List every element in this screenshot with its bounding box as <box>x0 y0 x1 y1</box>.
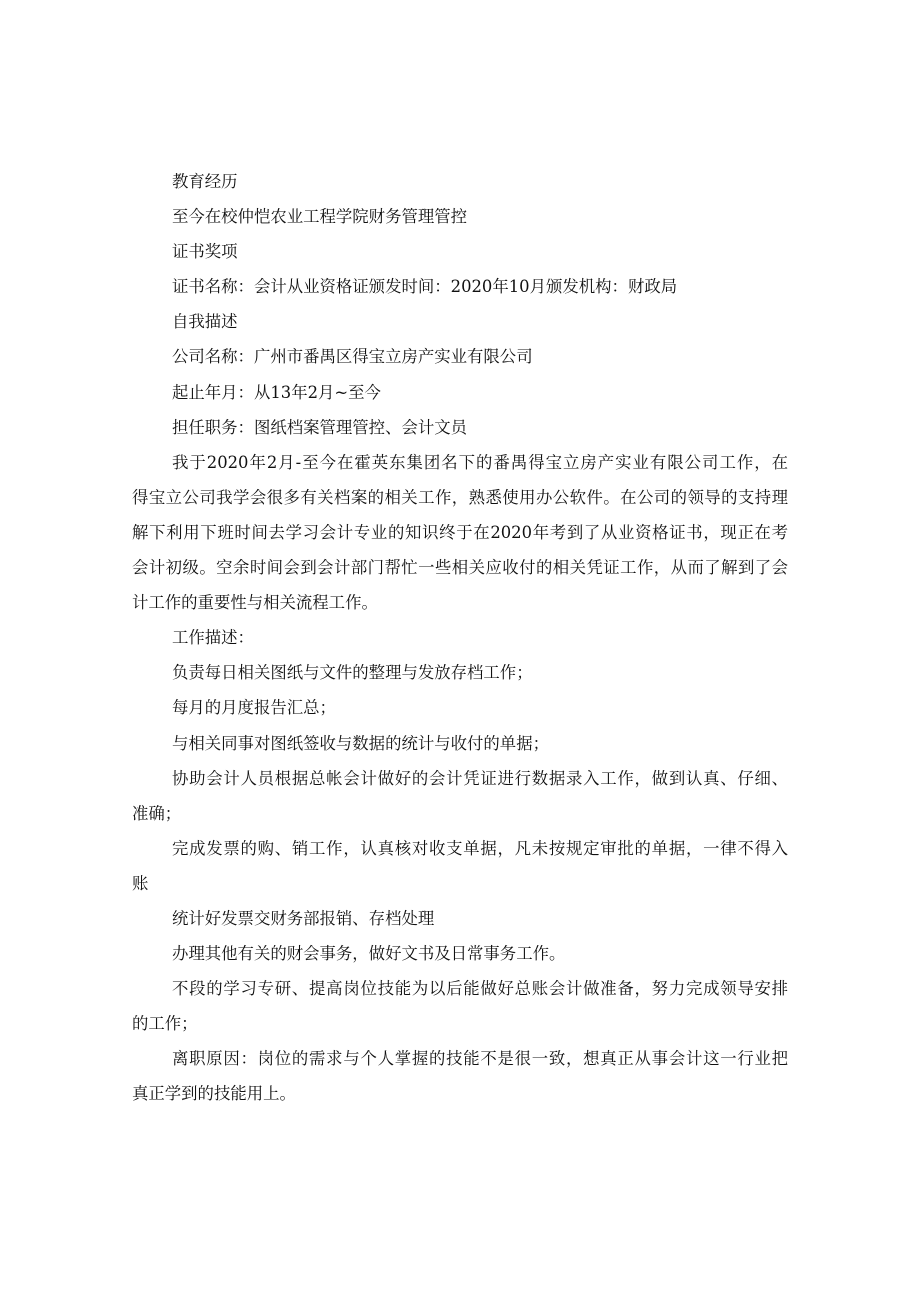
text-line: 我于2020年2月-至今在霍英东集团名下的番禺得宝立房产实业有限公司工作，在 <box>172 452 788 472</box>
paragraph <box>132 234 792 269</box>
paragraph <box>132 690 792 725</box>
text-line: 真正学到的技能用上。 <box>132 1084 296 1104</box>
text-line: 负责每日相关图纸与文件的整理与发放存档工作； <box>172 663 533 683</box>
paragraph <box>132 1041 792 1111</box>
paragraph <box>132 445 792 620</box>
paragraph <box>132 164 792 199</box>
text-line: 解下利用下班时间去学习会计专业的知识终于在2020年考到了从业资格证书，现正在考 <box>132 522 788 542</box>
text-line: 离职原因：岗位的需求与个人掌握的技能不是很一致，想真正从事会计这一行业把 <box>172 1049 788 1069</box>
paragraph <box>132 726 792 761</box>
paragraph <box>132 339 792 374</box>
text-line: 证书名称：会计从业资格证颁发时间：2020年10月颁发机构：财政局 <box>172 277 678 297</box>
paragraph <box>132 199 792 234</box>
text-line: 得宝立公司我学会很多有关档案的相关工作，熟悉使用办公软件。在公司的领导的支持理 <box>132 487 788 507</box>
paragraph <box>132 761 792 831</box>
text-line: 会计初级。空余时间会到会计部门帮忙一些相关应收付的相关凭证工作，从而了解到了会 <box>132 558 788 578</box>
text-line: 起止年月：从13年2月~至今 <box>172 382 381 402</box>
text-line: 工作描述： <box>172 628 254 648</box>
paragraph <box>132 901 792 936</box>
text-line: 与相关同事对图纸签收与数据的统计与收付的单据； <box>172 733 549 753</box>
text-line: 担任职务：图纸档案管理管控、会计文员 <box>172 417 468 437</box>
text-line: 办理其他有关的财会事务，做好文书及日常事务工作。 <box>172 944 566 964</box>
text-line: 证书奖项 <box>172 242 238 262</box>
text-line: 自我描述 <box>172 312 238 332</box>
paragraph <box>132 375 792 410</box>
text-line: 统计好发票交财务部报销、存档处理 <box>172 908 435 928</box>
text-line: 的工作； <box>132 1014 198 1034</box>
text-line: 每月的月度报告汇总； <box>172 698 336 718</box>
paragraph <box>132 655 792 690</box>
text-line: 至今在校仲恺农业工程学院财务管理管控 <box>172 207 468 227</box>
paragraph <box>132 971 792 1041</box>
paragraph <box>132 936 792 971</box>
paragraph <box>132 831 792 901</box>
paragraph <box>132 410 792 445</box>
text-line: 不段的学习专研、提高岗位技能为以后能做好总账会计做准备，努力完成领导安排 <box>172 979 788 999</box>
paragraph <box>132 620 792 655</box>
text-line: 计工作的重要性与相关流程工作。 <box>132 593 378 613</box>
text-line: 准确； <box>132 803 182 823</box>
paragraph <box>132 269 792 304</box>
text-line: 公司名称：广州市番禺区得宝立房产实业有限公司 <box>172 347 533 367</box>
text-line: 账 <box>132 873 149 893</box>
document-body <box>132 164 792 1112</box>
paragraph <box>132 304 792 339</box>
text-line: 协助会计人员根据总帐会计做好的会计凭证进行数据录入工作，做到认真、仔细、 <box>172 768 788 788</box>
text-line: 教育经历 <box>172 172 238 191</box>
text-line: 完成发票的购、销工作，认真核对收支单据，凡未按规定审批的单据，一律不得入 <box>172 838 788 858</box>
